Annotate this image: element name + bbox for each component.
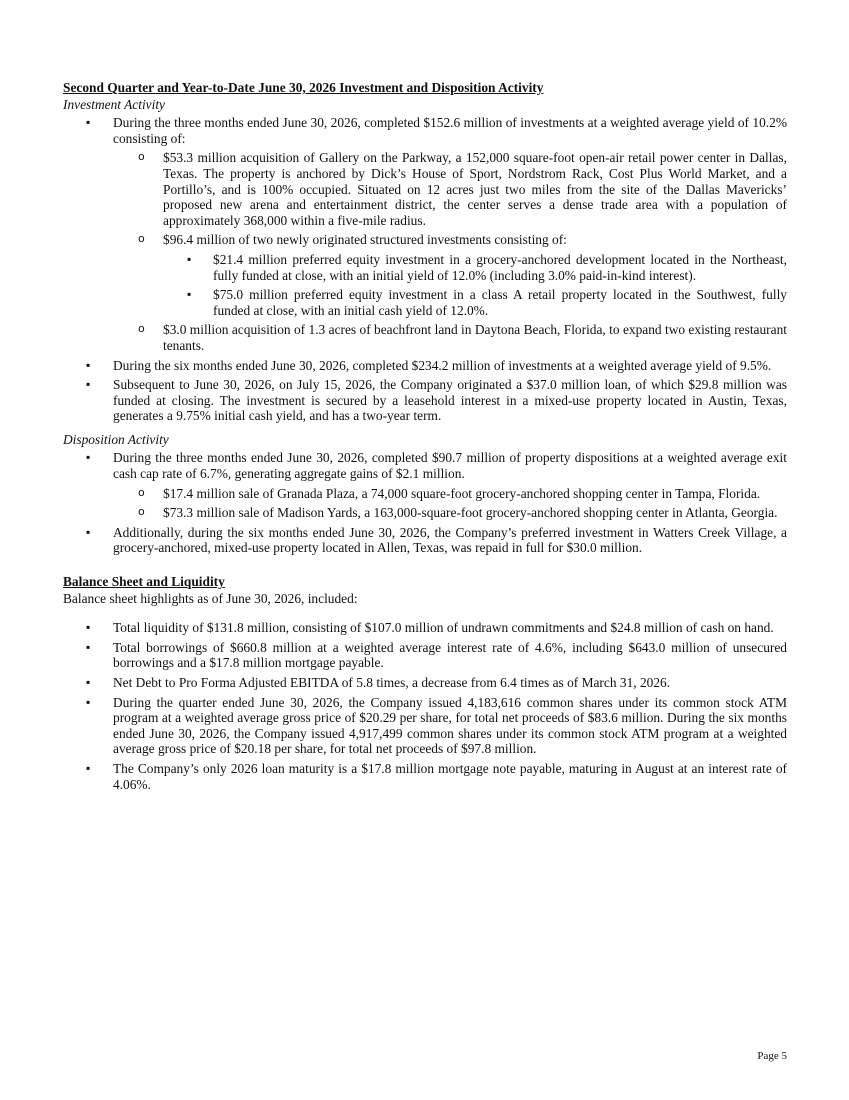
investment-activity-subhead: Investment Activity — [63, 96, 165, 112]
disposition-list — [63, 450, 787, 556]
structured-investments-text: $96.4 million of two newly originated structured investments consisting of: — [163, 232, 567, 248]
page-number: Page 5 — [757, 1050, 787, 1062]
list-item — [63, 115, 787, 353]
daytona-land-text: $3.0 million acquisition of 1.3 acres of beachfront land in Daytona Beach, Florida, to expand two existing restaurant tenants. — [163, 322, 787, 353]
investment-q2-summary: During the three months ended June 30, 2026, completed $152.6 million of investments at a weighted average yield of 10.2% consisting of: — [113, 115, 787, 146]
madison-sale-text: $73.3 million sale of Madison Yards, a 163,000-square-foot grocery-anchored shopping center in Atlanta, Georgia. — [163, 505, 778, 521]
list-item — [113, 232, 787, 318]
northeast-preferred-equity-text: $21.4 million preferred equity investment in a grocery-anchored development located in the Northeast, fully funded at close, with an initial yield of 12.0% (including 3.0% paid-in-kind interest). — [213, 251, 787, 283]
investment-list — [63, 115, 787, 424]
list-item — [63, 377, 787, 424]
list-item — [163, 252, 787, 283]
net-debt-text: Net Debt to Pro Forma Adjusted EBITDA of 5.8 times, a decrease from 6.4 times as of March 31, 2026. — [113, 675, 671, 690]
watters-creek-text: Additionally, during the six months ended June 30, 2026, the Company’s preferred investment in Watters Creek Village, a grocery-anchored, mixed-use property located in Allen, Texas, was repaid in full for $30.0 million. — [113, 524, 787, 556]
list-item — [163, 287, 787, 318]
list-item — [113, 486, 787, 502]
balance-intro: Balance sheet highlights as of June 30, 2026, included: — [63, 590, 358, 606]
atm-program-text: During the quarter ended June 30, 2026, the Company issued 4,183,616 common shares under its common stock ATM program at a weighted average gross price of $20.29 per share, for total net proceeds of $83.6 million. During the six months ended June 30, 2026, the Company issued 4,917,499 common shares under its common stock ATM program at a weighted average gross price of $20.18 per share, for total net proceeds of $97.8 million. — [113, 694, 787, 757]
liquidity-text: Total liquidity of $131.8 million, consisting of $107.0 million of undrawn commitments and $24.8 million of cash on hand. — [113, 620, 774, 636]
list-item — [63, 761, 787, 792]
list-item — [63, 358, 787, 374]
investment-q2-sublist — [113, 150, 787, 353]
list-item — [63, 640, 787, 671]
balance-section-title: Balance Sheet and Liquidity — [63, 574, 225, 590]
list-item — [63, 620, 787, 636]
disposition-q2-summary: During the three months ended June 30, 2026, completed $90.7 million of property dispositions at a weighted average exit cash cap rate of 6.7%, generating aggregate gains of $2.1 million. — [113, 450, 787, 482]
investment-ytd-summary: During the six months ended June 30, 2026, completed $234.2 million of investments at a weighted average yield of 9.5%. — [113, 357, 772, 373]
gallery-acquisition-text: $53.3 million acquisition of Gallery on the Parkway, a 152,000 square-foot open-air retail power center in Dallas, Texas. The property is anchored by Dick’s House of Sport, Nordstrom Rack, Cost Plus World Market, and a Portillo’s, and is 100% occupied. Situated on 12 acres just two miles from the site of the Dallas Mavericks’ proposed new arena and entertainment district, the center serves a dense trade area with a population of approximately 368,000 within a five-mile radius. — [163, 150, 787, 228]
list-item — [63, 675, 787, 691]
list-item — [63, 695, 787, 757]
list-item — [113, 322, 787, 353]
subsequent-loan-text: Subsequent to June 30, 2026, on July 15, 2026, the Company originated a $37.0 million loan, of which $29.8 million was funded at closing. The investment is secured by a leasehold interest in a mixed-use property located in Austin, Texas, generates a 9.75% initial cash yield, and has a two-year term. — [113, 377, 787, 424]
list-item — [63, 450, 787, 520]
investment-section-title: Second Quarter and Year-to-Date June 30, 2026 Investment and Disposition Activity — [63, 80, 544, 95]
disposition-activity-subhead: Disposition Activity — [63, 431, 169, 447]
disposition-sublist — [113, 486, 787, 521]
southwest-preferred-equity-text: $75.0 million preferred equity investment in a class A retail property located in the Southwest, fully funded at close, with an initial cash yield of 12.0%. — [213, 287, 787, 318]
loan-maturity-text: The Company’s only 2026 loan maturity is a $17.8 million mortgage note payable, maturing in August at an interest rate of 4.06%. — [113, 760, 787, 792]
structured-investments-sublist — [163, 252, 787, 318]
list-item — [113, 505, 787, 521]
document-page — [63, 80, 787, 796]
granada-sale-text: $17.4 million sale of Granada Plaza, a 74,000 square-foot grocery-anchored shopping center in Tampa, Florida. — [163, 485, 761, 501]
borrowings-text: Total borrowings of $660.8 million at a weighted average interest rate of 4.6%, including $643.0 million of unsecured borrowings and a $17.8 million mortgage payable. — [113, 639, 787, 671]
balance-list — [63, 620, 787, 792]
list-item — [63, 525, 787, 556]
list-item — [113, 150, 787, 228]
